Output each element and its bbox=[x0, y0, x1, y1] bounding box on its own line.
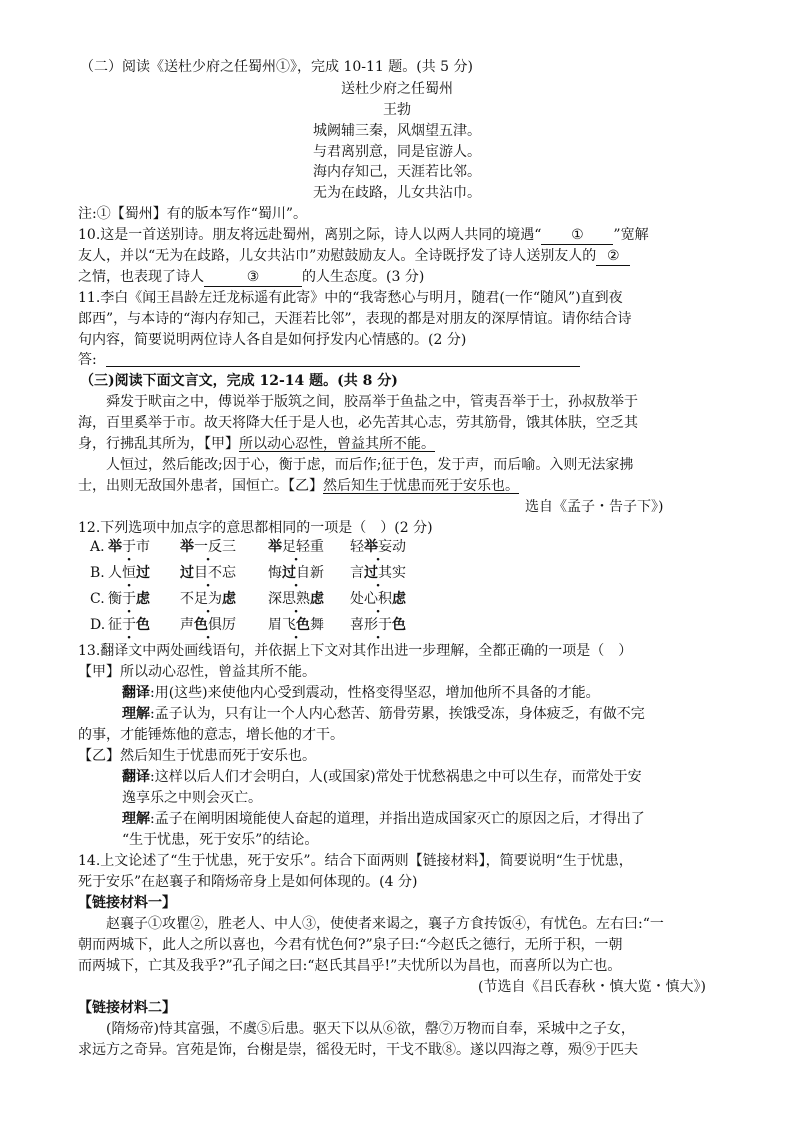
phrase-text: 喜形于 bbox=[350, 617, 392, 633]
question-14-stem: 死于安乐”在赵襄子和隋炀帝身上是如何体现的。(4 分) bbox=[78, 874, 418, 890]
option-phrase bbox=[350, 614, 406, 636]
phrase-text: 足轻重 bbox=[282, 539, 324, 555]
phrase-text: 言 bbox=[350, 565, 364, 581]
answer-line[interactable] bbox=[106, 366, 580, 367]
translation-yi bbox=[122, 767, 642, 788]
question-11-line: 郎西”，与本诗的“海内存知己，天涯若比邻”，表现的都是对朋友的深厚情谊。请你结合诗 bbox=[78, 311, 632, 327]
question-10-line bbox=[78, 246, 630, 267]
phrase-text: 目不忘 bbox=[194, 565, 236, 581]
option-phrase bbox=[350, 536, 406, 558]
question-text: 友人，并以“无为在歧路，儿女共沾巾”劝慰鼓励友人。全诗既抒发了诗人送别友人的 bbox=[78, 248, 597, 264]
option-phrase bbox=[108, 562, 150, 584]
option-phrase bbox=[268, 536, 324, 558]
question-10-line bbox=[78, 267, 424, 288]
answer-blank-2[interactable]: ② bbox=[596, 248, 630, 266]
option-phrase bbox=[180, 562, 236, 584]
poem-author: 王勃 bbox=[383, 102, 411, 118]
sentence-jia: 【甲】所以动心忍性，曾益其所不能。 bbox=[78, 664, 316, 680]
dotted-character: 色 · bbox=[194, 617, 208, 633]
question-text: 10.这是一首送别诗。朋友将远赴蜀州，离别之际，诗人以两人共同的境遇“ bbox=[78, 227, 542, 243]
poem-line: 海内存知己，天涯若比邻。 bbox=[313, 164, 481, 180]
question-14-stem: 14.上文论述了“生于忧患，死于安乐”。结合下面两则【链接材料】，简要说明“生于忧患， bbox=[78, 853, 633, 869]
dotted-character: 色 · bbox=[296, 617, 310, 633]
link-material-1-line: 赵襄子①攻瞿②，胜老人、中人③，使使者来谒之，襄子方食抟饭④，有忧色。左右曰:“一 bbox=[106, 916, 664, 932]
section-header: （二）阅读《送杜少府之任蜀州①》，完成 10-11 题。(共 5 分) bbox=[80, 59, 473, 75]
phrase-text: 自新 bbox=[296, 565, 324, 581]
dotted-character: 过 · bbox=[282, 565, 296, 581]
dotted-character: 举 · bbox=[180, 539, 194, 555]
phrase-text: 深思熟 bbox=[268, 591, 310, 607]
option-label: D. bbox=[90, 617, 106, 633]
dotted-character: 过 · bbox=[364, 565, 378, 581]
phrase-text: 轻 bbox=[350, 539, 364, 555]
passage-line bbox=[78, 434, 435, 455]
link-material-1-line: 而两城下，亡其及我乎?”孔子闻之曰:“赵氏其昌乎!”夫忧所以为昌也，而喜所以为亡也。 bbox=[78, 958, 622, 974]
option-label: A. bbox=[90, 539, 105, 555]
dotted-character: 举 · bbox=[364, 539, 378, 555]
phrase-text: 妄动 bbox=[378, 539, 406, 555]
question-12-stem: 12.下列选项中加点字的意思都相同的一项是（ ）(2 分) bbox=[78, 520, 433, 536]
understanding-label: 理解 bbox=[122, 811, 150, 827]
dotted-character: 色 · bbox=[392, 617, 406, 633]
option-phrase bbox=[268, 614, 324, 636]
understanding-jia bbox=[122, 704, 645, 725]
phrase-text: 舞 bbox=[310, 617, 324, 633]
option-label: C. bbox=[90, 591, 105, 607]
link-material-1-title: 【链接材料一】 bbox=[78, 895, 176, 911]
option-phrase bbox=[108, 536, 150, 558]
question-text: ”宽解 bbox=[613, 227, 649, 243]
passage-line: 人恒过，然后能改;因于心，衡于虑，而后作;征于色，发于声，而后喻。入则无法家拂 bbox=[106, 457, 634, 473]
answer-blank-1[interactable]: ① bbox=[541, 227, 613, 245]
poem-line: 与君离别意，同是宦游人。 bbox=[313, 144, 481, 160]
dotted-character: 过 · bbox=[136, 565, 150, 581]
option-phrase bbox=[180, 614, 236, 636]
passage-line: 舜发于畎亩之中，傅说举于版筑之间，胶鬲举于鱼盐之中，管夷吾举于士，孙叔敖举于 bbox=[106, 394, 638, 410]
section-header: （三)阅读下面文言文，完成 12-14 题。(共 8 分) bbox=[80, 373, 398, 389]
sentence-yi: 【乙】然后知生于忧患而死于安乐也。 bbox=[78, 748, 316, 764]
understanding-text: :孟子在阐明困境能使人奋起的道理，并指出造成国家灭亡的原因之后，才得出了 bbox=[150, 811, 645, 827]
passage-text: 身，行拂乱其所为，【甲】 bbox=[78, 436, 239, 452]
translation-label: 翻译 bbox=[122, 685, 150, 701]
translation-text: :用(这些)来使他内心受到震动，性格变得坚忍，增加他所不具备的才能。 bbox=[150, 685, 600, 701]
option-phrase bbox=[268, 588, 324, 610]
link-material-1-line: 朝而两城下，此人之所以喜也，今君有忧色何?”泉子曰:“今赵氏之德行，无所于积，一朝 bbox=[78, 937, 623, 953]
underlined-sentence-yi: 然后知生于忧患而死于安乐也。 bbox=[323, 478, 519, 494]
question-text: 之情，也表现了诗人 bbox=[78, 269, 204, 285]
option-phrase bbox=[350, 562, 406, 584]
phrase-text: 俱厉 bbox=[208, 617, 236, 633]
passage-line bbox=[78, 476, 519, 497]
understanding-yi-cont: “生于忧患，死于安乐”的结论。 bbox=[122, 832, 319, 848]
option-phrase bbox=[350, 588, 406, 610]
phrase-text: 处心积 bbox=[350, 591, 392, 607]
phrase-text: 一反三 bbox=[194, 539, 236, 555]
poem-note: 注:①【蜀州】有的版本写作“蜀川”。 bbox=[78, 206, 308, 222]
phrase-text: 声 bbox=[180, 617, 194, 633]
translation-jia bbox=[122, 683, 600, 704]
dotted-character: 虑 · bbox=[136, 591, 150, 607]
answer-blank-3[interactable]: ③ bbox=[204, 269, 302, 287]
translation-yi-cont: 逸享乐之中则会灭亡。 bbox=[122, 790, 262, 806]
answer-label: 答: bbox=[78, 352, 97, 368]
phrase-text: 衡于 bbox=[108, 591, 136, 607]
underlined-sentence-jia: 所以动心忍性，曾益其所不能。 bbox=[239, 436, 435, 452]
link-material-2-line: (隋炀帝)恃其富强，不虞⑤后患。驱天下以从⑥欲，罄⑦万物而自奉，采城中之子女， bbox=[106, 1021, 635, 1037]
phrase-text: 人恒 bbox=[108, 565, 136, 581]
phrase-text: 眉飞 bbox=[268, 617, 296, 633]
question-text: 的人生态度。(3 分) bbox=[302, 269, 425, 285]
question-13-stem: 13.翻译文中两处画线语句，并依据上下文对其作出进一步理解，全都正确的一项是（ ） bbox=[78, 643, 633, 659]
passage-line: 海，百里奚举于市。故天将降大任于是人也，必先苦其心志，劳其筋骨，饿其体肤，空乏其 bbox=[78, 415, 638, 431]
option-phrase bbox=[108, 588, 150, 610]
link-material-1-source: (节选自《吕氏春秋・慎大览・慎大》) bbox=[478, 979, 706, 995]
dotted-character: 举 · bbox=[108, 539, 122, 555]
understanding-text: :孟子认为，只有让一个人内心愁苦、筋骨劳累，挨饿受冻，身体疲乏，有做不完 bbox=[150, 706, 645, 722]
dotted-character: 虑 · bbox=[392, 591, 406, 607]
option-phrase bbox=[180, 588, 236, 610]
link-material-2-title: 【链接材料二】 bbox=[78, 1000, 176, 1016]
dotted-character: 过 · bbox=[180, 565, 194, 581]
link-material-2-line: 求远方之奇异。宫苑是饰，台榭是崇，徭役无时，干戈不戢⑧。遂以四海之尊，殒⑨于匹夫 bbox=[78, 1042, 638, 1058]
dotted-character: 举 · bbox=[268, 539, 282, 555]
phrase-text: 其实 bbox=[378, 565, 406, 581]
option-phrase bbox=[108, 614, 150, 636]
question-10-line bbox=[78, 225, 649, 246]
question-11-line: 11.李白《闻王昌龄左迁龙标遥有此寄》中的“我寄愁心与明月，随君(一作“随风”)直到夜 bbox=[78, 290, 623, 306]
understanding-label: 理解 bbox=[122, 706, 150, 722]
dotted-character: 虑 · bbox=[310, 591, 324, 607]
understanding-jia-cont: 的事，才能锤炼他的意志，增长他的才干。 bbox=[78, 727, 344, 743]
passage-text: 士，出则无敌国外患者，国恒亡。【乙】 bbox=[78, 478, 323, 494]
option-phrase bbox=[180, 536, 236, 558]
option-phrase bbox=[268, 562, 324, 584]
question-11-line: 句内容，简要说明两位诗人各自是如何抒发内心情感的。(2 分) bbox=[78, 332, 467, 348]
option-label: B. bbox=[90, 565, 105, 581]
phrase-text: 征于 bbox=[108, 617, 136, 633]
passage-source: 选自《孟子・告子下》) bbox=[525, 499, 664, 515]
translation-text: :这样以后人们才会明白，人(或国家)常处于忧愁祸患之中可以生存，而常处于安 bbox=[150, 769, 642, 785]
poem-line: 城阙辅三秦，风烟望五津。 bbox=[313, 123, 481, 139]
understanding-yi bbox=[122, 809, 645, 830]
phrase-text: 不足为 bbox=[180, 591, 222, 607]
poem-title: 送杜少府之任蜀州 bbox=[341, 81, 453, 97]
dotted-character: 色 · bbox=[136, 617, 150, 633]
poem-line: 无为在歧路，儿女共沾巾。 bbox=[313, 185, 481, 201]
dotted-character: 虑 · bbox=[222, 591, 236, 607]
phrase-text: 悔 bbox=[268, 565, 282, 581]
translation-label: 翻译 bbox=[122, 769, 150, 785]
phrase-text: 于市 bbox=[122, 539, 150, 555]
